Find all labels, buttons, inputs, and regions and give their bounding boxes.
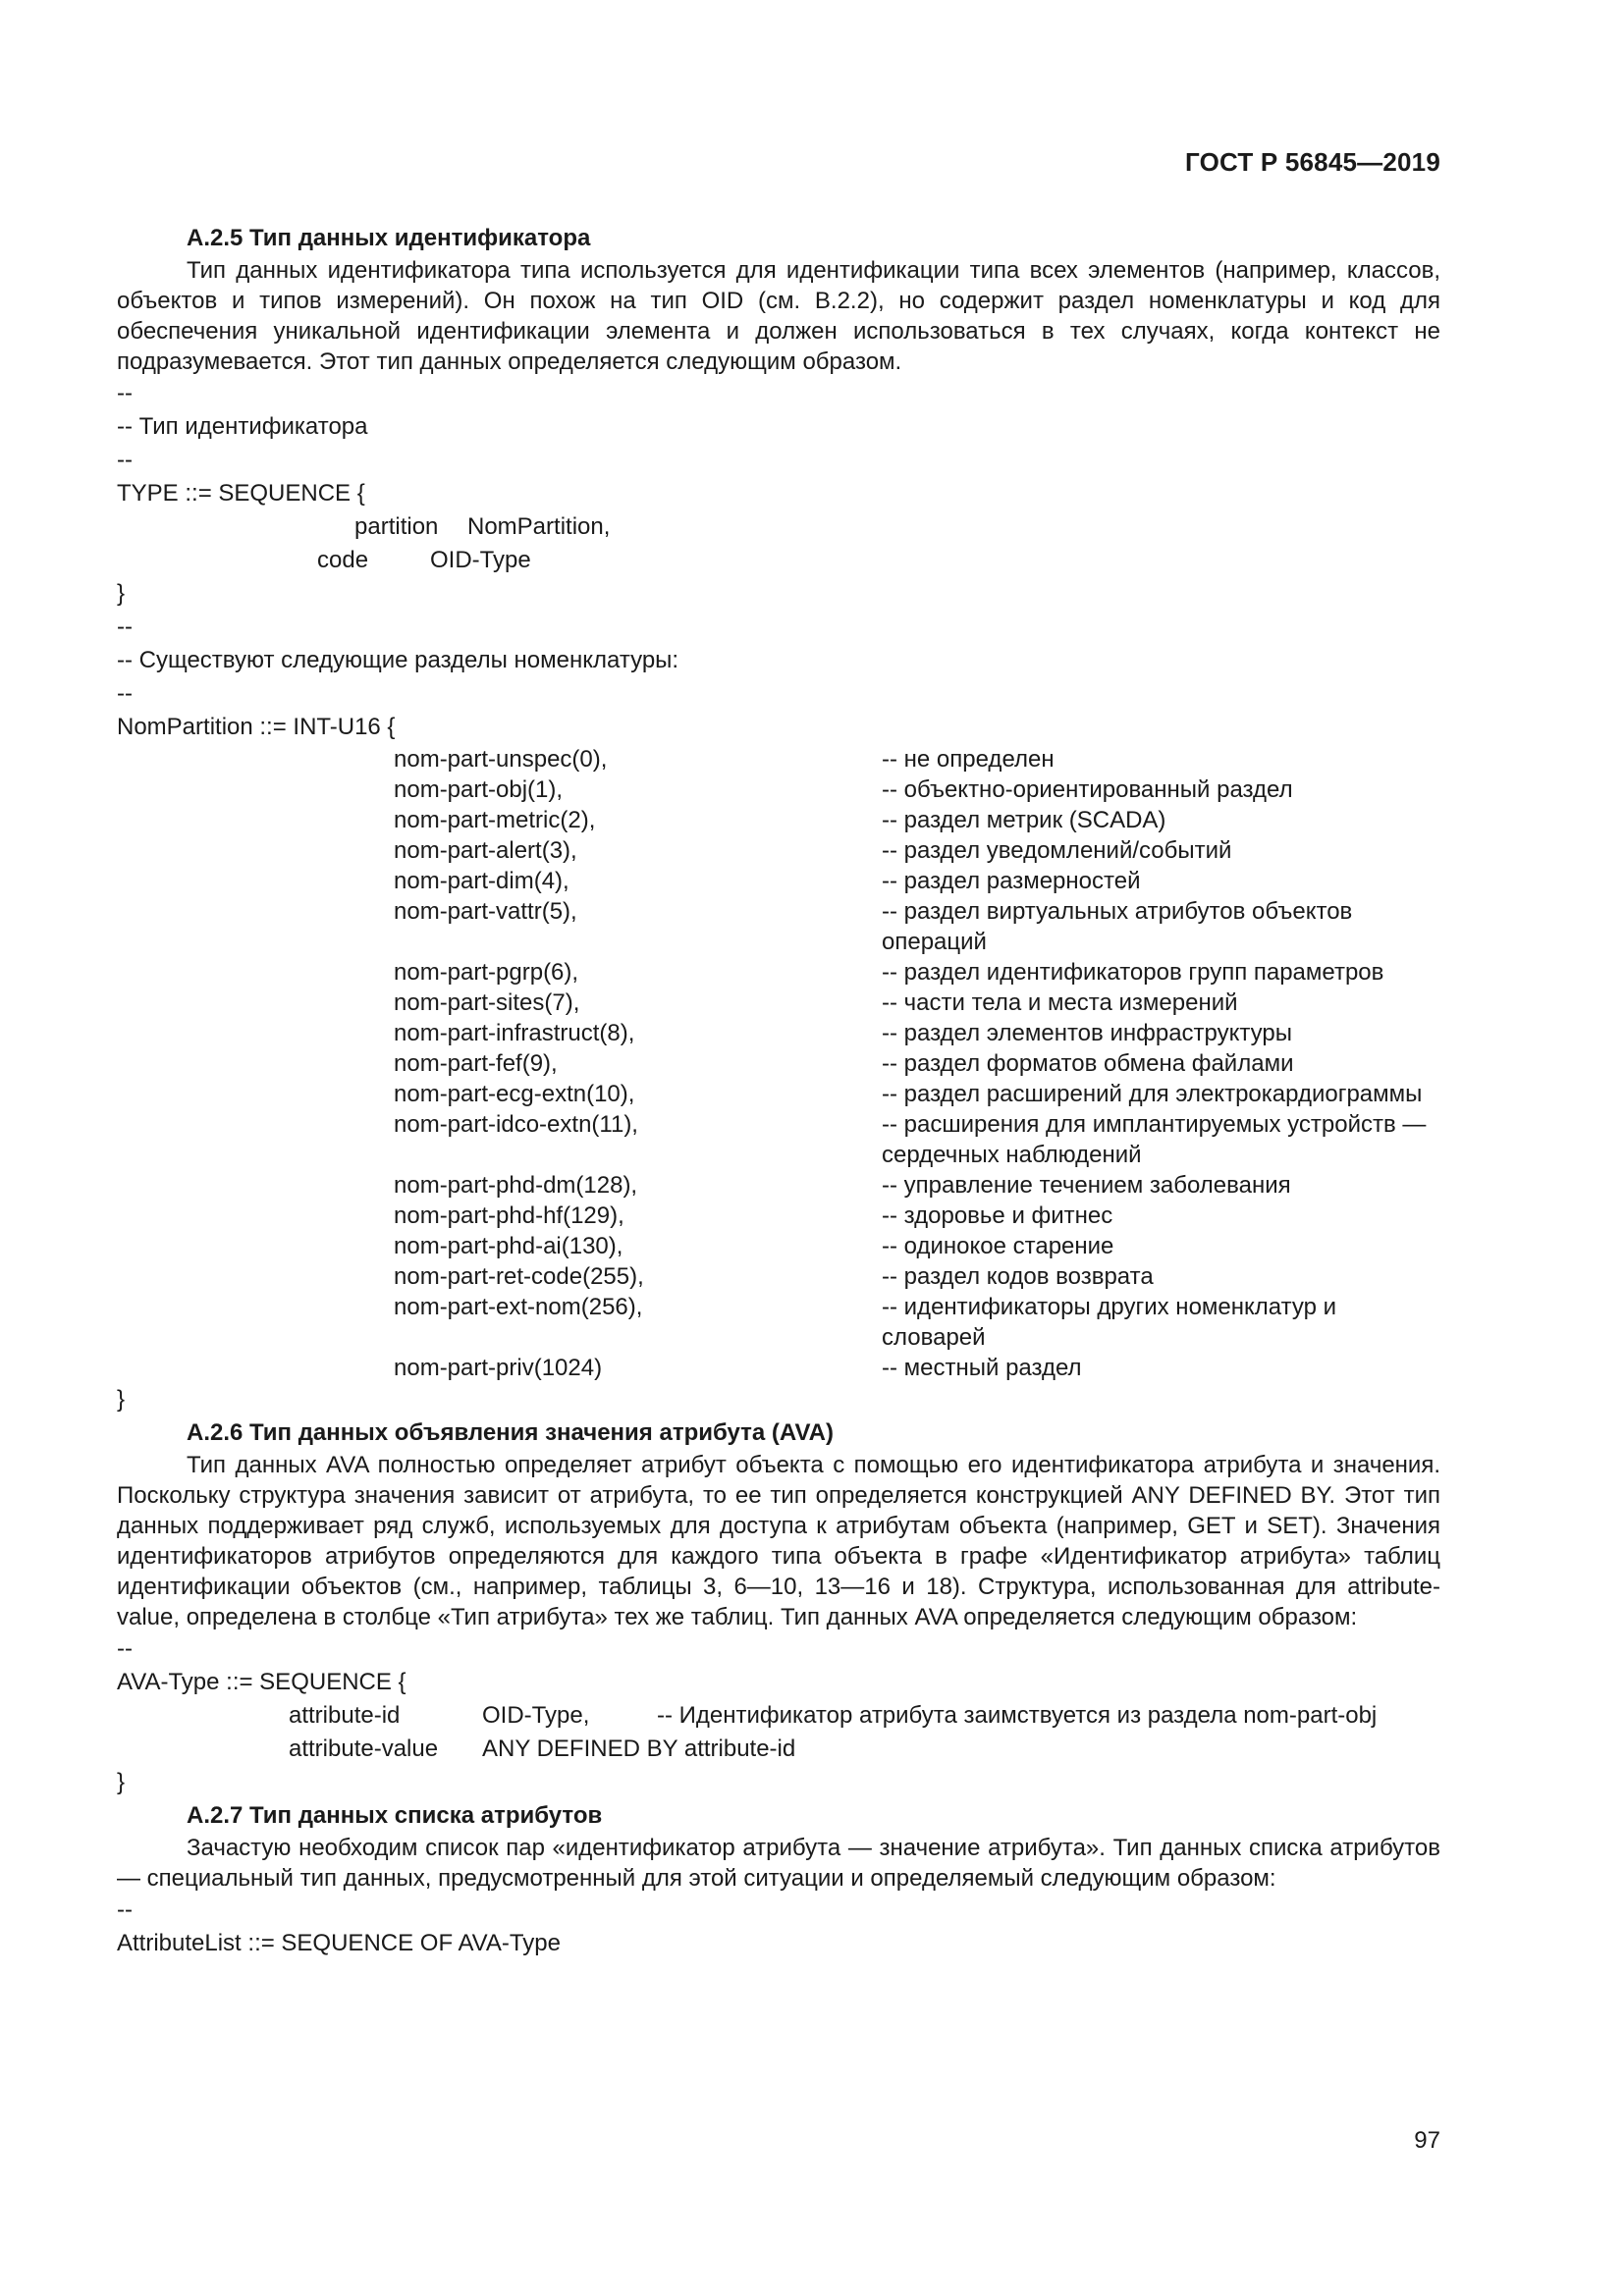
partition-code: nom-part-idco-extn(11), — [394, 1111, 638, 1138]
partition-code: nom-part-fef(9), — [394, 1050, 558, 1077]
partition-desc: -- части тела и места измерений — [882, 989, 1238, 1016]
list-item — [394, 1018, 1440, 1048]
partition-desc: -- раздел кодов возврата — [882, 1263, 1154, 1290]
partition-desc: -- раздел форматов обмена файлами — [882, 1050, 1294, 1077]
list-item — [394, 1201, 1440, 1231]
partition-code: nom-part-phd-hf(129), — [394, 1202, 624, 1229]
partition-desc: -- объектно-ориентированный раздел — [882, 776, 1293, 803]
list-item — [394, 1231, 1440, 1261]
partition-desc: -- раздел идентификаторов групп параметров — [882, 959, 1384, 986]
field-attribute-value-name: attribute-value — [289, 1735, 439, 1762]
section-a27-paragraph: Зачастую необходим список пар «идентификатор атрибута — значение атрибута». Тип данных списка атрибутов — специальный тип данных, предусмотренный для этой ситуации и определяемый следующим образом: — [117, 1835, 1440, 1892]
section-a25-paragraph: Тип данных идентификатора типа используется для идентификации типа всех элементов (например, классов, объектов и типов измерений). Он похож на тип OID (см. В.2.2), но содержит раздел номенклатуры и код для обеспечения уникальной идентификации элемента и должен использоваться в тех случаях, когда контекст не подразумевается. Этот тип данных определяется следующим образом. — [117, 257, 1440, 375]
partition-code: nom-part-ret-code(255), — [394, 1263, 644, 1290]
partition-code: nom-part-dim(4), — [394, 868, 569, 894]
partition-code: nom-part-vattr(5), — [394, 898, 577, 925]
list-item — [394, 744, 1440, 774]
list-item — [394, 1353, 1440, 1383]
partition-desc: -- раздел метрик (SCADA) — [882, 807, 1166, 833]
code-line: -- — [117, 1896, 133, 1923]
code-line: -- Существуют следующие разделы номенклатуры: — [117, 647, 679, 673]
partition-desc: -- здоровье и фитнес — [882, 1202, 1113, 1229]
list-item — [394, 774, 1440, 805]
list-item — [394, 957, 1440, 988]
list-item — [394, 866, 1440, 896]
partition-desc: -- раздел элементов инфраструктуры — [882, 1020, 1292, 1046]
list-item — [394, 805, 1440, 835]
ava-sequence-fields — [117, 1699, 1440, 1766]
code-line: -- — [117, 380, 133, 406]
field-partition-type: NomPartition, — [467, 513, 611, 540]
partition-code: nom-part-ecg-extn(10), — [394, 1081, 635, 1107]
code-line: -- — [117, 1635, 133, 1662]
field-attribute-value-type: ANY DEFINED BY attribute-id — [482, 1735, 796, 1762]
partition-desc: -- раздел уведомлений/событий — [882, 837, 1232, 864]
code-line: } — [117, 580, 126, 607]
list-item — [394, 896, 1440, 957]
partition-desc: -- управление течением заболевания — [882, 1172, 1291, 1199]
section-a26-paragraph: Тип данных AVA полностью определяет атрибут объекта с помощью его идентификатора атрибута и значения. Поскольку структура значения зависит от атрибута, то ее тип определяется конструкцией ANY DEFINED BY. Этот тип данных поддерживает ряд служб, используемых для доступа к атрибутам объекта (например, GET и SET). Значения идентификаторов атрибутов определяются для каждого типа объекта в графе «Идентификатор атрибута» таблиц идентификации объектов (см., например, таблицы 3, 6—10, 13—16 и 18). Структура, использованная для attribute-value, определена в столбце «Тип атрибута» тех же таблиц. Тип данных AVA определяется следующим образом: — [117, 1452, 1440, 1630]
partition-desc: -- раздел расширений для электрокардиограммы — [882, 1081, 1423, 1107]
list-item — [394, 1079, 1440, 1109]
section-a26-heading: А.2.6 Тип данных объявления значения атрибута (AVA) — [187, 1419, 834, 1446]
partition-code: nom-part-pgrp(6), — [394, 959, 579, 986]
partition-desc: -- одинокое старение — [882, 1233, 1114, 1259]
list-item — [394, 988, 1440, 1018]
type-sequence-fields — [117, 510, 1440, 577]
section-a25-heading: А.2.5 Тип данных идентификатора — [187, 225, 591, 251]
partition-code: nom-part-alert(3), — [394, 837, 577, 864]
nom-partition-list — [394, 744, 1440, 1383]
code-line: -- — [117, 447, 133, 473]
code-line: -- — [117, 680, 133, 707]
code-line: } — [117, 1769, 126, 1795]
partition-code: nom-part-priv(1024) — [394, 1355, 603, 1381]
partition-code: nom-part-phd-dm(128), — [394, 1172, 638, 1199]
page-content — [117, 222, 1440, 1960]
code-line: } — [117, 1386, 126, 1413]
field-attribute-id-name: attribute-id — [289, 1702, 401, 1729]
partition-desc: -- раздел виртуальных атрибутов объектов операций — [882, 898, 1353, 955]
partition-code: nom-part-obj(1), — [394, 776, 564, 803]
field-attribute-id-type: OID-Type, — [482, 1702, 590, 1729]
partition-code: nom-part-sites(7), — [394, 989, 580, 1016]
field-code-type: OID-Type — [430, 547, 531, 573]
list-item — [394, 1170, 1440, 1201]
partition-desc: -- местный раздел — [882, 1355, 1082, 1381]
field-code-name: code — [317, 547, 369, 573]
partition-code: nom-part-metric(2), — [394, 807, 596, 833]
partition-code: nom-part-ext-nom(256), — [394, 1294, 643, 1320]
partition-desc: -- расширения для имплантируемых устройств — сердечных наблюдений — [882, 1111, 1427, 1168]
code-line: -- Тип идентификатора — [117, 413, 368, 440]
list-item — [394, 835, 1440, 866]
code-line: AVA-Type ::= SEQUENCE { — [117, 1669, 406, 1695]
standard-number: ГОСТ Р 56845—2019 — [1185, 147, 1440, 177]
partition-code: nom-part-infrastruct(8), — [394, 1020, 635, 1046]
partition-desc: -- идентификаторы других номенклатур и словарей — [882, 1294, 1337, 1351]
partition-desc: -- не определен — [882, 746, 1055, 773]
code-line: TYPE ::= SEQUENCE { — [117, 480, 365, 507]
list-item — [394, 1292, 1440, 1353]
section-a27-heading: А.2.7 Тип данных списка атрибутов — [187, 1802, 603, 1829]
partition-desc: -- раздел размерностей — [882, 868, 1141, 894]
field-partition-name: partition — [354, 513, 439, 540]
partition-code: nom-part-phd-ai(130), — [394, 1233, 623, 1259]
code-line: AttributeList ::= SEQUENCE OF AVA-Type — [117, 1930, 561, 1956]
partition-code: nom-part-unspec(0), — [394, 746, 608, 773]
list-item — [394, 1261, 1440, 1292]
list-item — [394, 1109, 1440, 1170]
field-attribute-id-comment: -- Идентификатор атрибута заимствуется из раздела nom-part-obj — [657, 1702, 1378, 1729]
page-number: 97 — [1414, 2127, 1440, 2154]
code-line: -- — [117, 614, 133, 640]
list-item — [394, 1048, 1440, 1079]
code-line: NomPartition ::= INT-U16 { — [117, 714, 396, 740]
